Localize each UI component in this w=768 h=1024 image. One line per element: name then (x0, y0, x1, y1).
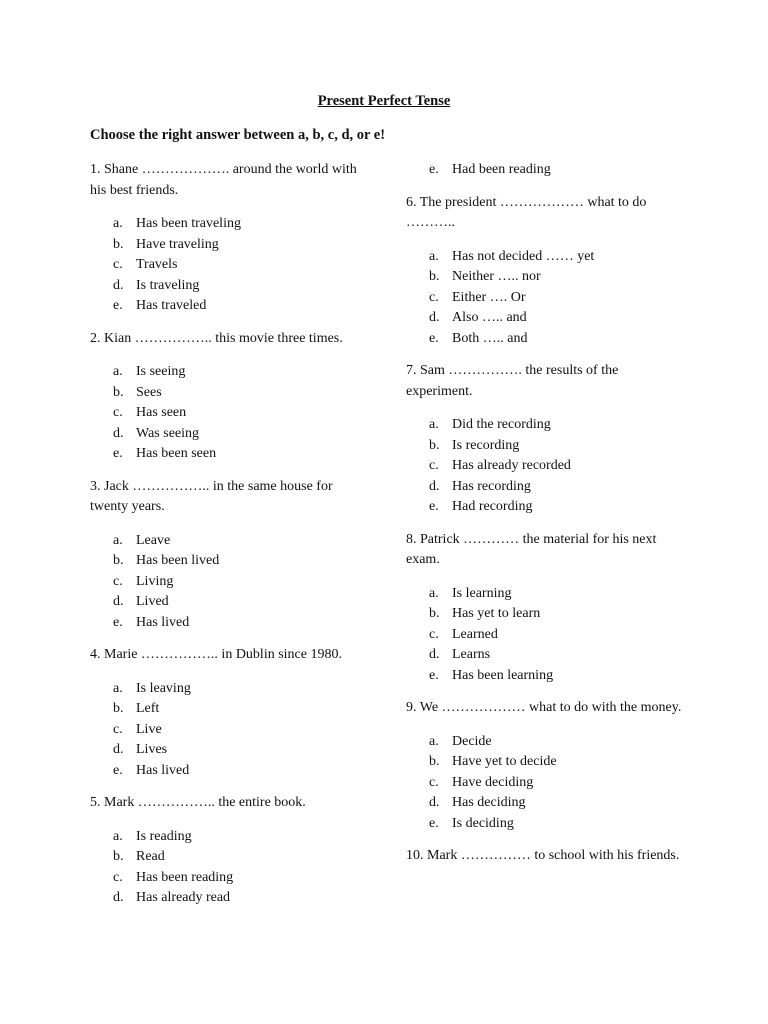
option-letter: c. (429, 626, 439, 642)
answer-option (90, 679, 365, 700)
answer-option (406, 436, 688, 457)
option-letter: e. (429, 667, 439, 683)
option-text: Also ….. and (452, 310, 527, 325)
answer-option (406, 584, 688, 605)
question-text: 10. Mark …………… to school with his friends. (406, 848, 680, 863)
answer-option (90, 868, 365, 889)
option-letter: a. (113, 680, 123, 696)
answer-option (406, 267, 688, 288)
option-letter: a. (113, 828, 123, 844)
option-letter: c. (429, 289, 439, 305)
option-text: Has deciding (452, 795, 526, 810)
option-letter: e. (113, 446, 123, 461)
option-text: Is deciding (452, 815, 514, 831)
option-letter: a. (429, 733, 439, 749)
answer-option (406, 732, 688, 753)
option-letter: e. (113, 762, 123, 778)
option-letter: e. (113, 614, 123, 630)
option-text: Had recording (452, 499, 533, 514)
option-letter: d. (113, 742, 124, 757)
option-text: Read (136, 849, 165, 864)
option-letter: c. (429, 458, 439, 473)
answer-option (90, 424, 365, 445)
option-text: Travels (136, 257, 178, 272)
option-letter: d. (429, 310, 440, 325)
answer-option (90, 362, 365, 383)
option-letter: e. (113, 298, 123, 313)
option-text: Lived (136, 594, 169, 609)
option-letter: c. (429, 774, 439, 790)
option-text: Has lived (136, 762, 190, 778)
answer-option (90, 551, 365, 572)
option-text: Left (136, 701, 160, 716)
option-list (90, 214, 365, 317)
option-letter: c. (113, 257, 123, 272)
option-letter: c. (113, 721, 123, 737)
option-list (90, 531, 365, 634)
option-text: Live (136, 721, 162, 737)
answer-option (406, 645, 688, 666)
answer-option (90, 255, 365, 276)
option-letter: a. (113, 364, 123, 379)
option-letter: b. (429, 269, 440, 284)
option-text: Has yet to learn (452, 606, 541, 621)
question-text: 1. Shane ………………. around the world with his best friends. (90, 162, 357, 198)
answer-option (406, 666, 688, 687)
left-column (90, 160, 365, 921)
option-text: Has lived (136, 614, 190, 630)
option-text: Has been seen (136, 446, 217, 461)
option-text: Had been reading (452, 162, 551, 177)
option-letter: d. (113, 425, 124, 441)
question-text: 9. We ……………… what to do with the money. (406, 700, 682, 715)
option-letter: d. (113, 277, 124, 293)
option-text: Learns (452, 647, 491, 662)
option-text: Either …. Or (452, 289, 526, 305)
question-text: 8. Patrick ………… the material for his next exam. (406, 531, 657, 567)
option-text: Is seeing (136, 364, 186, 379)
option-letter: a. (113, 532, 123, 548)
answer-option (90, 214, 365, 235)
page-title: Present Perfect Tense (317, 93, 451, 109)
answer-option (406, 247, 688, 268)
option-letter: b. (113, 849, 124, 864)
answer-option (90, 235, 365, 256)
answer-option (90, 847, 365, 868)
option-text: Was seeing (136, 425, 200, 441)
answer-option (406, 752, 688, 773)
question-text: 7. Sam ……………. the results of the experiment. (406, 363, 619, 399)
option-list (406, 160, 688, 181)
option-text: Lives (136, 742, 168, 757)
answer-option (406, 329, 688, 350)
option-letter: e. (429, 815, 439, 831)
option-text: Has been learning (452, 667, 554, 683)
option-letter: e. (429, 330, 439, 346)
right-column (406, 160, 688, 880)
option-text: Has recording (452, 478, 531, 494)
option-text: Did the recording (452, 417, 551, 432)
answer-option (90, 296, 365, 317)
option-letter: b. (429, 606, 440, 621)
option-text: Neither ….. nor (452, 269, 541, 284)
option-text: Living (136, 573, 174, 589)
answer-option (90, 720, 365, 741)
option-text: Has not decided …… yet (452, 248, 595, 264)
option-list (406, 732, 688, 835)
question-text: 6. The president ……………… what to do ……….. (406, 194, 647, 230)
answer-option (406, 793, 688, 814)
answer-option (406, 415, 688, 436)
answer-option (406, 477, 688, 498)
option-text: Have traveling (136, 236, 219, 252)
question-text: 5. Mark …………….. the entire book. (90, 795, 306, 810)
option-letter: d. (113, 890, 124, 905)
answer-option (90, 613, 365, 634)
option-list (406, 247, 688, 350)
option-list (406, 415, 688, 518)
option-letter: e. (429, 162, 439, 177)
answer-option (90, 827, 365, 848)
option-letter: b. (429, 754, 440, 769)
option-text: Have yet to decide (452, 754, 557, 769)
option-letter: c. (113, 405, 123, 420)
option-text: Has already read (136, 890, 231, 905)
answer-option (406, 814, 688, 835)
option-letter: a. (429, 248, 439, 264)
answer-option (406, 308, 688, 329)
option-text: Is reading (136, 828, 192, 844)
answer-option (90, 444, 365, 465)
option-text: Decide (452, 733, 492, 749)
option-letter: b. (113, 236, 124, 252)
option-letter: a. (429, 417, 439, 432)
option-letter: a. (429, 585, 439, 601)
option-letter: d. (113, 594, 124, 609)
option-letter: b. (113, 384, 124, 400)
option-text: Both ….. and (452, 330, 528, 346)
answer-option (406, 288, 688, 309)
answer-option (90, 592, 365, 613)
option-text: Is traveling (136, 277, 200, 293)
question-text: 3. Jack …………….. in the same house for twenty years. (90, 478, 333, 514)
answer-option (406, 625, 688, 646)
option-text: Has been reading (136, 869, 234, 885)
option-letter: b. (113, 553, 124, 568)
option-text: Is learning (452, 585, 512, 601)
answer-option (406, 604, 688, 625)
answer-option (90, 403, 365, 424)
option-text: Have deciding (452, 774, 534, 790)
option-letter: e. (429, 499, 439, 514)
answer-option (406, 456, 688, 477)
option-list (90, 362, 365, 465)
option-letter: b. (113, 701, 124, 716)
answer-option (90, 531, 365, 552)
option-letter: a. (113, 216, 123, 231)
option-text: Has seen (136, 405, 187, 420)
answer-option (406, 497, 688, 518)
option-text: Learned (452, 626, 498, 642)
option-text: Has already recorded (452, 458, 571, 473)
answer-option (90, 761, 365, 782)
option-text: Is recording (452, 437, 520, 453)
option-list (90, 679, 365, 782)
option-text: Sees (136, 384, 162, 400)
option-text: Leave (136, 532, 171, 548)
answer-option (90, 572, 365, 593)
answer-option (90, 383, 365, 404)
option-text: Is leaving (136, 680, 191, 696)
option-list (406, 584, 688, 687)
option-letter: d. (429, 795, 440, 810)
question-text: 4. Marie …………….. in Dublin since 1980. (90, 647, 342, 662)
instructions: Choose the right answer between a, b, c, d, or e! (90, 127, 386, 143)
option-letter: d. (429, 478, 440, 494)
answer-option (406, 160, 688, 181)
option-text: Has been lived (136, 553, 220, 568)
option-letter: c. (113, 573, 123, 589)
option-letter: b. (429, 437, 440, 453)
question-text: 2. Kian …………….. this movie three times. (90, 330, 343, 346)
answer-option (406, 773, 688, 794)
option-letter: c. (113, 869, 123, 885)
option-letter: d. (429, 647, 440, 662)
answer-option (90, 888, 365, 909)
option-text: Has traveled (136, 298, 207, 313)
answer-option (90, 740, 365, 761)
option-list (90, 827, 365, 909)
option-text: Has been traveling (136, 216, 241, 231)
answer-option (90, 276, 365, 297)
answer-option (90, 699, 365, 720)
